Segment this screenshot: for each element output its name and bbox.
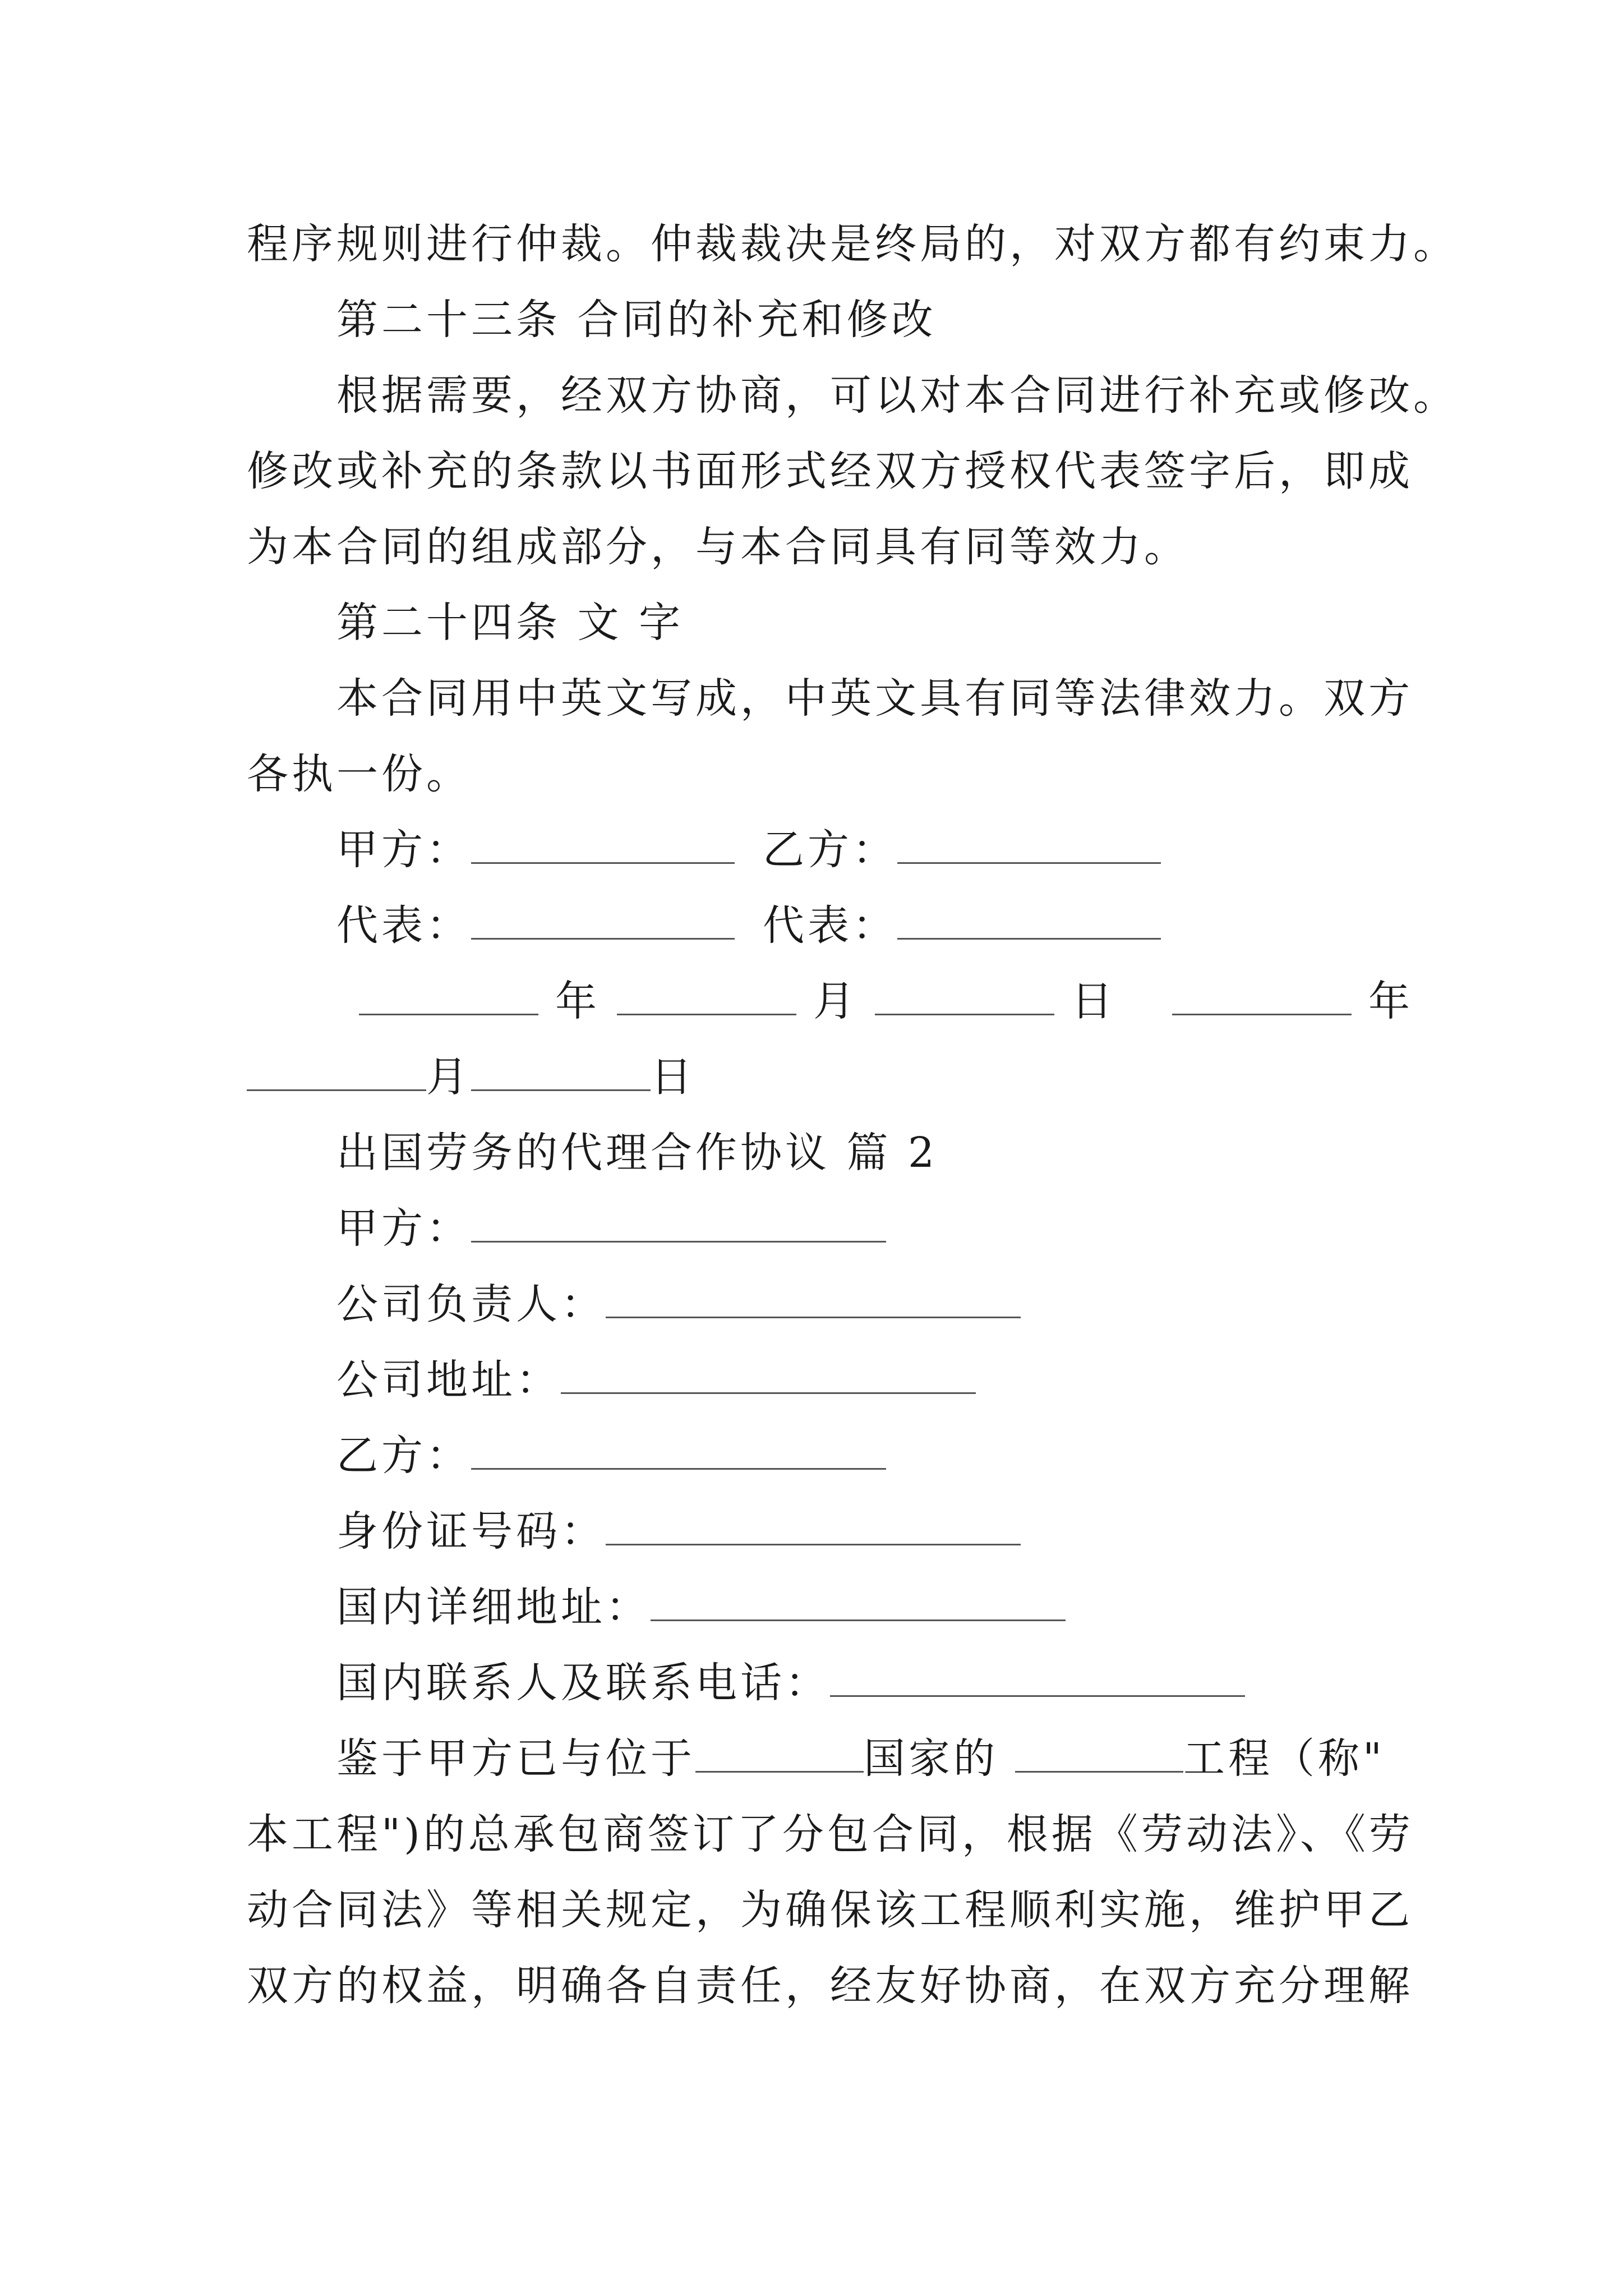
- month-label: 月: [426, 1053, 471, 1101]
- form-row-company-head: [336, 1276, 1385, 1332]
- rep-a-blank: [471, 899, 735, 940]
- domestic-contact-blank: [830, 1656, 1245, 1697]
- day-label: 日: [651, 1053, 695, 1101]
- year-blank: [359, 974, 538, 1015]
- form-row-id-number: [336, 1503, 1385, 1559]
- month-blank: [247, 1050, 426, 1091]
- project-blank: [1015, 1732, 1183, 1773]
- party-b-label: 乙方：: [763, 826, 897, 874]
- form-row-domestic-address: [336, 1579, 1385, 1635]
- party-b-blank: [471, 1429, 886, 1470]
- party-a-blank: [471, 823, 735, 864]
- paragraph-line: 为本合同的组成部分，与本合同具有同等效力。: [247, 523, 1189, 571]
- company-head-label: 公司负责人：: [336, 1280, 606, 1328]
- form-row-domestic-contact: [336, 1655, 1385, 1711]
- rep-a-label: 代表：: [336, 901, 471, 950]
- domestic-address-blank: [651, 1580, 1066, 1621]
- text-fragment: 鉴于甲方已与位于: [336, 1734, 695, 1783]
- form-row-company-address: [336, 1352, 1385, 1408]
- signature-row-representatives: [336, 898, 1385, 954]
- company-head-blank: [606, 1277, 1021, 1318]
- form-row-party-b: [336, 1428, 1385, 1484]
- text-fragment: 工程（称": [1183, 1734, 1386, 1783]
- company-address-blank: [561, 1353, 976, 1394]
- article-23-heading: 第二十三条 合同的补充和修改: [336, 296, 937, 344]
- month-label: 月: [813, 977, 858, 1025]
- paragraph-line: 双方的权益，明确各自责任，经友好协商，在双方充分理解: [247, 1962, 1413, 2010]
- paragraph-line: 程序规则进行仲裁。仲裁裁决是终局的，对双方都有约束力。: [247, 220, 1458, 268]
- domestic-contact-label: 国内联系人及联系电话：: [336, 1659, 830, 1707]
- rep-b-blank: [897, 899, 1161, 940]
- year-blank: [1172, 974, 1352, 1015]
- party-a-label: 甲方：: [336, 1204, 471, 1253]
- party-b-label: 乙方：: [336, 1432, 471, 1480]
- paragraph-line: 根据需要，经双方协商，可以对本合同进行补充或修改。: [336, 371, 1458, 420]
- paragraph-line: 动合同法》等相关规定，为确保该工程顺利实施，维护甲乙: [247, 1886, 1413, 1934]
- article-24-heading: 第二十四条 文 字: [336, 599, 684, 647]
- paragraph-line: 本工程")的总承包商签订了分包合同，根据《劳动法》、《劳: [247, 1810, 1414, 1858]
- id-number-blank: [606, 1504, 1021, 1545]
- country-blank: [695, 1732, 864, 1773]
- domestic-address-label: 国内详细地址：: [336, 1583, 651, 1631]
- day-blank: [875, 974, 1054, 1015]
- party-a-blank: [471, 1202, 886, 1243]
- year-label: 年: [1368, 977, 1413, 1025]
- form-row-party-a: [336, 1200, 1385, 1257]
- id-number-label: 身份证号码：: [336, 1507, 606, 1556]
- day-label: 日: [1071, 977, 1116, 1025]
- agreement-title: 出国劳务的代理合作协议 篇 2: [336, 1129, 938, 1177]
- party-a-label: 甲方：: [336, 826, 471, 874]
- rep-b-label: 代表：: [763, 901, 897, 950]
- year-label: 年: [555, 977, 600, 1025]
- party-b-blank: [897, 823, 1161, 864]
- signature-row-parties: [336, 822, 1385, 878]
- company-address-label: 公司地址：: [336, 1356, 561, 1404]
- text-fragment: 国家的: [864, 1734, 998, 1783]
- day-blank: [471, 1050, 651, 1091]
- paragraph-line: 修改或补充的条款以书面形式经双方授权代表签字后，即成: [247, 447, 1413, 495]
- paragraph-line: 各执一份。: [247, 750, 471, 798]
- paragraph-line: 本合同用中英文写成，中英文具有同等法律效力。双方: [336, 674, 1413, 723]
- paragraph-line: [336, 1731, 1385, 1787]
- signature-date-row-continued: [247, 1049, 1385, 1105]
- signature-date-row: [359, 973, 1413, 1029]
- month-blank: [617, 974, 796, 1015]
